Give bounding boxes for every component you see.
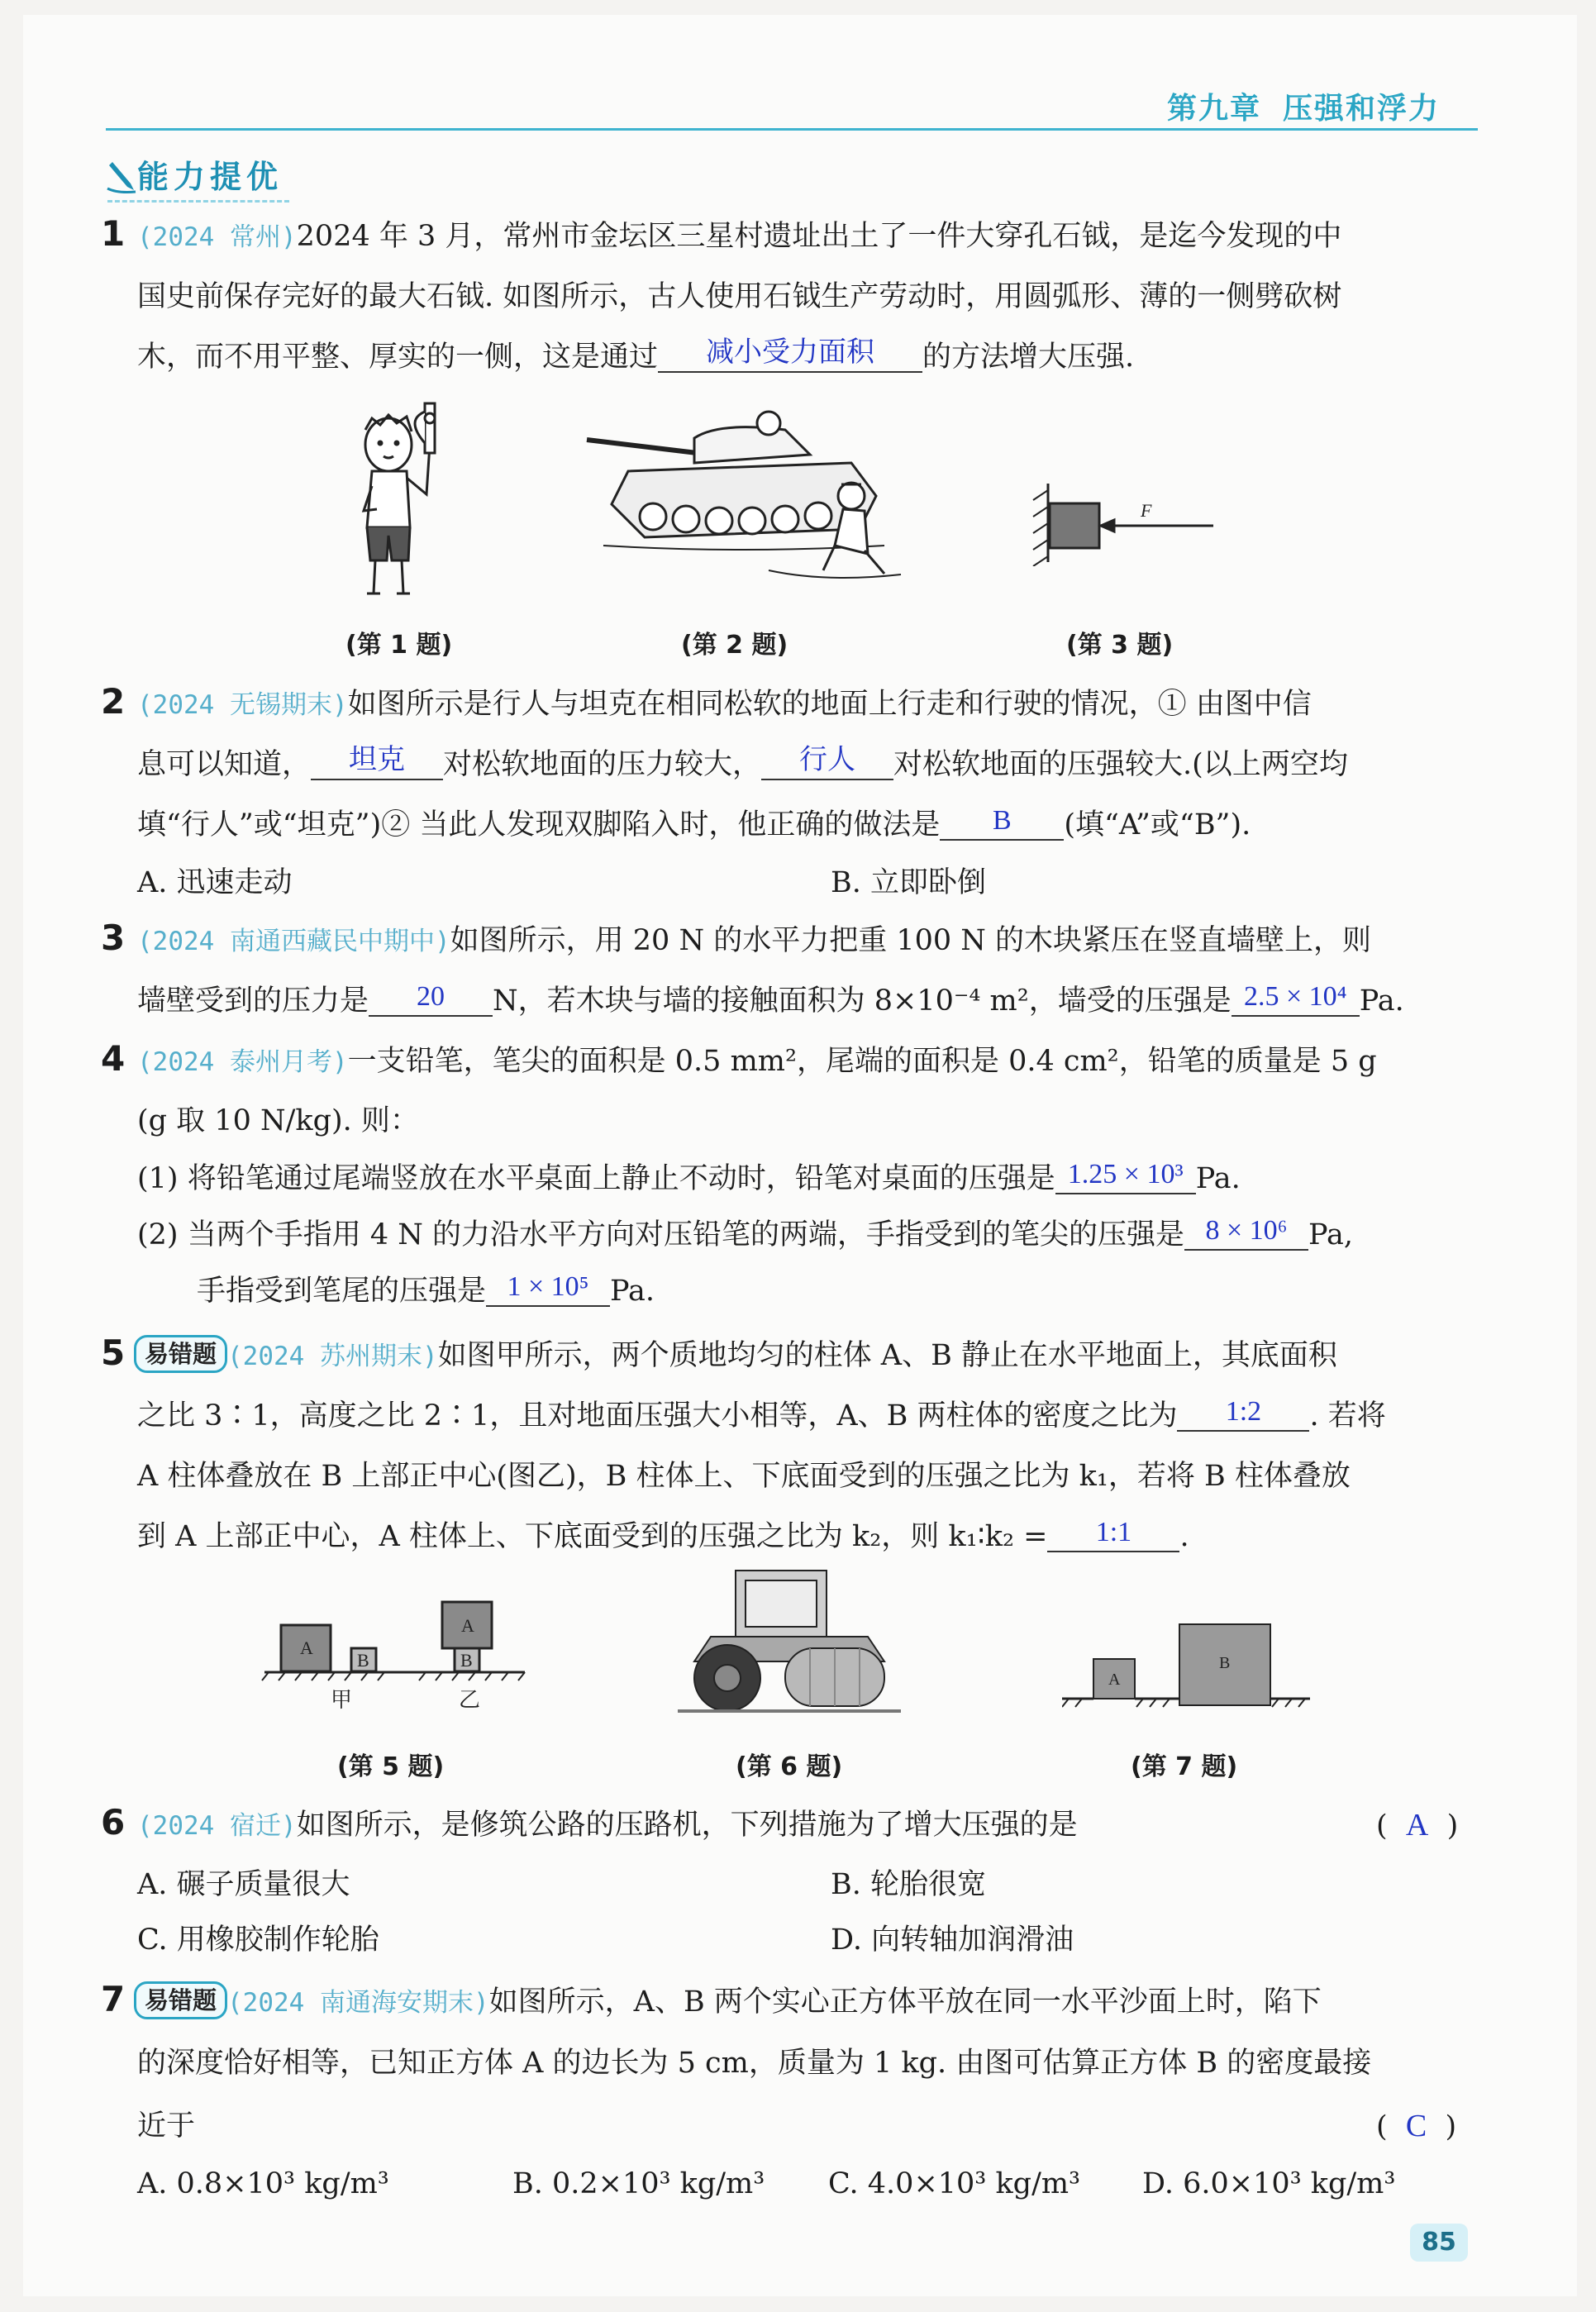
question-number-3: 3 — [101, 918, 126, 958]
fig1-person-with-axe — [347, 395, 455, 602]
q4-text-s1: (1) 将铅笔通过尾端竖放在水平桌面上静止不动时，铅笔对桌面的压强是 — [137, 1162, 1055, 1195]
caption-fig2: (第 2 题) — [681, 631, 788, 660]
chapter-header — [1167, 85, 1440, 127]
q4-answer-3: 1 × 10⁵ — [486, 1269, 610, 1307]
q7-answer: C — [1405, 2109, 1427, 2143]
q3-text-2a: 墙壁受到的压力是 — [137, 984, 369, 1018]
fig3-force-label: F — [1141, 500, 1152, 521]
q7-option-a: A. 0.8×10³ kg/m³ — [137, 2167, 389, 2200]
fig7-label-b: B — [1219, 1654, 1231, 1672]
q4-text-1: 一支铅笔，笔尖的面积是 0.5 mm²，尾端的面积是 0.4 cm²，铅笔的质量是 5 g — [347, 1045, 1377, 1078]
q2-text-3a: 填“行人”或“坦克”)② 当此人发现双脚陷入时，他正确的做法是 — [137, 808, 941, 841]
q5-source: (2024 苏州期末) — [227, 1342, 438, 1371]
question-number-5: 5 — [101, 1332, 126, 1373]
q2-answer-3: B — [940, 803, 1064, 841]
fig3-block-on-wall — [1025, 475, 1223, 566]
q2-text-2b: 对松软地面的压力较大， — [443, 748, 762, 781]
q4-text-s2b: Pa, — [1308, 1218, 1353, 1251]
q2-answer-1: 坦克 — [311, 742, 443, 780]
section-title: 能力提优 — [107, 151, 289, 203]
q7-line-3: 近于 — [137, 2109, 196, 2143]
q2-line-3 — [137, 795, 1251, 855]
q5-line-1 — [134, 1326, 1337, 1386]
q4-text-s2: (2) 当两个手指用 4 N 的力沿水平方向对压铅笔的两端，手指受到的笔尖的压强是 — [137, 1218, 1184, 1251]
q7-line-2: 的深度恰好相等，已知正方体 A 的边长为 5 cm，质量为 1 kg. 由图可估算正方体 B 的密度最接 — [137, 2047, 1372, 2080]
fig5-cylinders-ab — [260, 1595, 533, 1728]
q4-text-s1b: Pa. — [1195, 1162, 1241, 1195]
q7-option-c: C. 4.0×10³ kg/m³ — [828, 2167, 1081, 2200]
q4-sub-3 — [197, 1261, 655, 1321]
fig7-cubes-on-sand — [1062, 1616, 1327, 1715]
q3-answer-1: 20 — [369, 979, 493, 1017]
q2-answer-2: 行人 — [761, 742, 893, 780]
q2-option-a: A. 迅速走动 — [137, 866, 293, 899]
q7-source: (2024 南通海安期末) — [227, 1988, 489, 2018]
caption-fig3: (第 3 题) — [1066, 631, 1174, 660]
q6-answer-bracket: ( A ) — [1376, 1808, 1459, 1842]
q5-text-1: 如图甲所示，两个质地均匀的柱体 A、B 静止在水平地面上，其底面积 — [437, 1339, 1337, 1372]
q5-text-4a: 到 A 上部正中心，A 柱体上、下底面受到的压强之比为 k₂，则 k₁∶k₂ = — [137, 1520, 1048, 1553]
q4-text-s3b: Pa. — [610, 1275, 655, 1308]
q6-option-b: B. 轮胎很宽 — [831, 1868, 986, 1901]
q2-text-3b: (填“A”或“B”). — [1064, 808, 1251, 841]
q7-line-1 — [134, 1972, 1322, 2033]
q3-answer-2: 2.5 × 10⁴ — [1232, 979, 1360, 1017]
chapter-number: 第九章 — [1167, 92, 1262, 126]
q3-source: (2024 南通西藏民中期中) — [137, 927, 450, 956]
q2-line-1 — [137, 675, 1312, 735]
fig7-label-a: A — [1108, 1671, 1121, 1689]
fig5-label-b-left: B — [357, 1650, 369, 1671]
chapter-topic: 压强和浮力 — [1283, 92, 1441, 126]
q7-option-b: B. 0.2×10³ kg/m³ — [512, 2167, 765, 2200]
q1-text-3b: 的方法增大压强. — [922, 341, 1135, 374]
caption-fig1: (第 1 题) — [345, 631, 453, 660]
fig2-tank-and-pedestrian — [579, 405, 926, 603]
page-number: 85 — [1410, 2224, 1468, 2262]
q4-sub-1 — [137, 1149, 1241, 1208]
q4-sub-2 — [137, 1205, 1353, 1265]
q5-text-2b: . 若将 — [1309, 1399, 1386, 1432]
q3-text-2b: N，若木块与墙的接触面积为 8×10⁻⁴ m²，墙受的压强是 — [493, 984, 1232, 1018]
question-number-2: 2 — [101, 681, 126, 722]
q3-text-1: 如图所示，用 20 N 的水平力把重 100 N 的木块紧压在竖直墙壁上，则 — [450, 924, 1372, 957]
q4-source: (2024 泰州月考) — [137, 1047, 348, 1077]
q5-tag-badge: 易错题 — [134, 1335, 227, 1373]
q4-answer-1: 1.25 × 10³ — [1055, 1156, 1196, 1194]
question-number-1: 1 — [101, 213, 126, 254]
q7-answer-bracket: ( C ) — [1376, 2109, 1457, 2143]
q7-option-d: D. 6.0×10³ kg/m³ — [1142, 2167, 1396, 2200]
q6-line-1 — [137, 1795, 1078, 1856]
q1-line-2: 国史前保存完好的最大石钺. 如图所示，古人使用石钺生产劳动时，用圆弧形、薄的一侧劈砍树 — [137, 280, 1342, 313]
q3-line-2 — [137, 971, 1404, 1031]
question-number-7: 7 — [101, 1979, 126, 2019]
header-divider — [106, 128, 1478, 131]
q6-source: (2024 宿迁) — [137, 1811, 297, 1841]
q3-text-2c: Pa. — [1359, 984, 1404, 1018]
fig5-label-yi: 乙 — [459, 1688, 481, 1713]
q5-line-3: A 柱体叠放在 B 上部正中心(图乙)，B 柱体上、下底面受到的压强之比为 k₁，若将 B 柱体叠放 — [137, 1460, 1351, 1493]
fig5-label-jia: 甲 — [331, 1688, 353, 1713]
q6-answer: A — [1405, 1808, 1429, 1842]
q4-line-2: (g 取 10 N/kg). 则： — [137, 1104, 419, 1137]
q4-answer-2: 8 × 10⁶ — [1184, 1213, 1308, 1251]
q7-tag-badge: 易错题 — [134, 1981, 227, 2019]
q2-line-2 — [137, 735, 1348, 794]
q2-text-2a: 息可以知道， — [137, 748, 312, 781]
q1-source: (2024 常州) — [137, 222, 297, 252]
q3-line-1 — [137, 911, 1371, 971]
q4-line-1 — [137, 1032, 1377, 1092]
caption-fig5: (第 5 题) — [337, 1752, 445, 1781]
q4-text-s3: 手指受到笔尾的压强是 — [197, 1275, 487, 1308]
q5-answer-2: 1:1 — [1047, 1514, 1179, 1552]
q6-option-a: A. 碾子质量很大 — [137, 1868, 350, 1901]
q1-text-1: 2024 年 3 月，常州市金坛区三星村遗址出土了一件大穿孔石钺，是迄今发现的中 — [296, 220, 1342, 253]
q2-source: (2024 无锡期末) — [137, 690, 348, 720]
q6-text-1: 如图所示，是修筑公路的压路机，下列措施为了增大压强的是 — [296, 1809, 1078, 1842]
q6-option-c: C. 用橡胶制作轮胎 — [137, 1923, 379, 1957]
q5-answer-1: 1:2 — [1177, 1394, 1309, 1432]
q1-line-1 — [137, 207, 1341, 267]
caption-fig6: (第 6 题) — [736, 1752, 843, 1781]
fig6-road-roller — [678, 1562, 901, 1719]
q1-answer-blank: 减小受力面积 — [658, 335, 922, 373]
q2-text-1: 如图所示是行人与坦克在相同松软的地面上行走和行驶的情况，① 由图中信 — [347, 688, 1312, 721]
question-number-6: 6 — [101, 1802, 126, 1842]
q1-line-3 — [137, 327, 1134, 387]
q5-line-2 — [137, 1386, 1386, 1446]
q2-text-2c: 对松软地面的压强较大.(以上两空均 — [893, 748, 1348, 781]
q5-text-4b: . — [1179, 1520, 1189, 1553]
q5-text-2a: 之比 3∶1，高度之比 2∶1，且对地面压强大小相等，A、B 两柱体的密度之比为 — [137, 1399, 1178, 1432]
fig5-label-b-right: B — [460, 1650, 473, 1671]
q6-option-d: D. 向转轴加润滑油 — [831, 1923, 1074, 1957]
q1-text-3a: 木，而不用平整、厚实的一侧，这是通过 — [137, 341, 659, 374]
fig5-label-a-left: A — [300, 1637, 313, 1658]
caption-fig7: (第 7 题) — [1131, 1752, 1238, 1781]
q2-option-b: B. 立即卧倒 — [831, 866, 986, 899]
q5-line-4 — [137, 1507, 1189, 1566]
fig5-label-a-right: A — [461, 1615, 474, 1636]
q7-text-1: 如图所示，A、B 两个实心正方体平放在同一水平沙面上时，陷下 — [488, 1985, 1322, 2019]
question-number-4: 4 — [101, 1038, 126, 1079]
